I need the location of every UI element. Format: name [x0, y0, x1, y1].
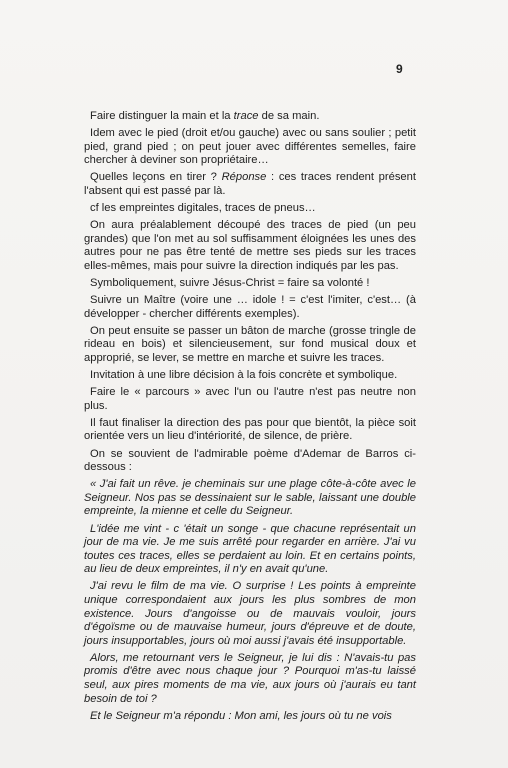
emphasized-text: trace: [233, 110, 259, 122]
body-paragraph: [84, 277, 416, 291]
body-paragraph: [84, 127, 416, 168]
poem-paragraph: [84, 652, 416, 706]
body-paragraph: [84, 219, 416, 273]
text-segment: cf les empreintes digitales, traces de pneus…: [90, 202, 316, 215]
text-segment: de sa main.: [258, 110, 320, 122]
text-segment: On peut ensuite se passer un bâton de marche (grosse tringle de rideau en bois) et silencieusement, sur fond musical doux et approprié, se lever, se mettre en marche et suivre les traces.: [84, 324, 416, 364]
page-body: [84, 110, 416, 727]
body-paragraph: [84, 294, 416, 321]
text-segment: Quelles leçons en tirer ?: [90, 171, 222, 184]
page-number: 9: [396, 62, 403, 76]
text-segment: On se souvient de l'admirable poème d'Ademar de Barros ci-dessous :: [84, 447, 416, 474]
poem-paragraph: [84, 523, 416, 577]
text-segment: Faire le « parcours » avec l'un ou l'autre n'est pas neutre non plus.: [84, 386, 416, 412]
body-paragraph: [84, 110, 416, 124]
text-segment: Alors, me retournant vers le Seigneur, je lui dis : N'avais-tu pas promis d'être avec nous chaque jour ? Pourquoi m'as-tu laissé seul, aux pires moments de ma vie, aux jours où j'aurais eu tant besoin de toi ?: [84, 651, 416, 705]
text-segment: J'ai revu le film de ma vie. O surprise ! Les points à empreinte unique correspondaient aux jours les plus sombres de mon existence. Jours d'angoisse ou de mauvais vouloir, jours d'égoïsme ou de mauvaise humeur, jours d'épreuve et de doute, jours insupportables, jours où moi aussi j'avais été insupportable.: [84, 580, 416, 647]
emphasized-text: Réponse: [221, 171, 267, 184]
text-segment: Idem avec le pied (droit et/ou gauche) avec ou sans soulier ; petit pied, grand pied ; on peut jouer avec différentes semelles, faire chercher à deviner son propriétaire…: [84, 127, 416, 167]
text-segment: : ces traces rendent présent l'absent qui est passé par là.: [84, 171, 416, 197]
text-segment: L'idée me vint - c 'était un songe - que chacune représentait un jour de ma vie. Je me suis arrêté pour regarder en arrière. J'ai vu toutes ces traces, elles se perdaient au loin. Et en certains points, au lieu de deux empreintes, il n'y en avait qu'une.: [84, 522, 416, 576]
poem-paragraph: [84, 710, 416, 724]
text-segment: Il faut finaliser la direction des pas pour que bientôt, la pièce soit orientée vers un lieu d'intériorité, de silence, de prière.: [84, 416, 416, 443]
body-paragraph: [84, 417, 416, 444]
text-segment: Symboliquement, suivre Jésus-Christ = faire sa volonté !: [90, 277, 370, 290]
body-paragraph: [84, 386, 416, 413]
text-segment: Faire distinguer la main et la: [90, 110, 234, 122]
text-segment: Et le Seigneur m'a répondu : Mon ami, les jours où tu ne vois: [90, 709, 392, 722]
text-segment: « J'ai fait un rêve. je cheminais sur une plage côte-à-côte avec le Seigneur. Nos pas se dessinaient sur le sable, laissant une double empreinte, la mienne et celle du Seigneur.: [84, 478, 416, 518]
text-segment: Suivre un Maître (voire une … idole ! = c'est l'imiter, c'est… (à développer - chercher différents exemples).: [84, 294, 416, 320]
text-segment: Invitation à une libre décision à la fois concrète et symbolique.: [90, 369, 398, 382]
body-paragraph: [84, 202, 416, 216]
poem-paragraph: [84, 478, 416, 519]
body-paragraph: [84, 448, 416, 475]
body-paragraph: [84, 171, 416, 198]
poem-paragraph: [84, 580, 416, 648]
body-paragraph: [84, 369, 416, 383]
text-segment: On aura préalablement découpé des traces de pied (un peu grandes) que l'on met au sol suffisamment éloignées les unes des autres pour ne pas être tenté de mettre ses pieds sur les traces elles-mêmes, mais pour suivre la direction indiqués par les pas.: [84, 219, 416, 272]
body-paragraph: [84, 325, 416, 366]
